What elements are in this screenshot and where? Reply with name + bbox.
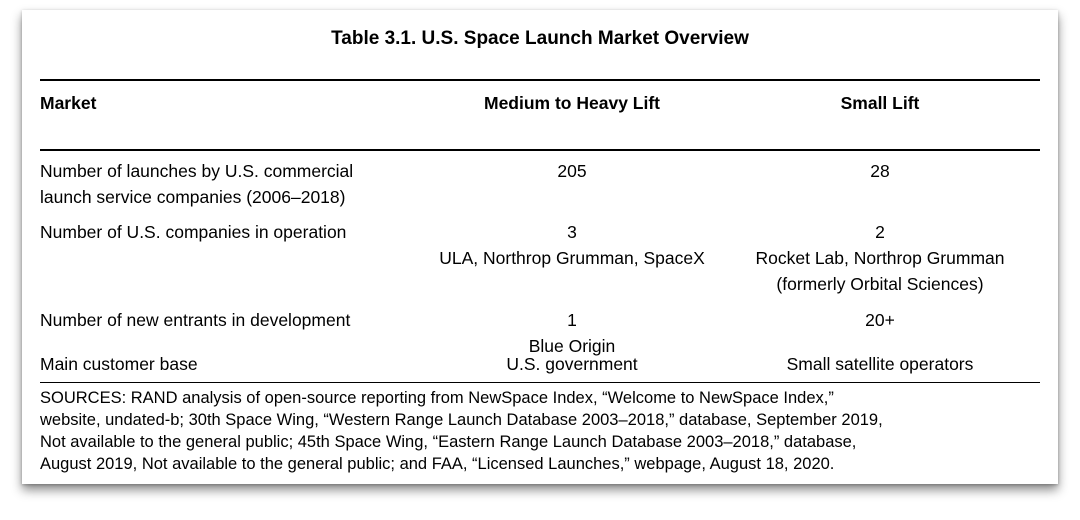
table-cell-line: (formerly Orbital Sciences) xyxy=(776,274,984,294)
sources-rule xyxy=(40,382,1040,383)
table-cell-line: ULA, Northrop Grumman, SpaceX xyxy=(439,248,705,268)
header-medium-heavy-lift: Medium to Heavy Lift xyxy=(484,93,660,113)
row-customer-small xyxy=(730,351,1030,377)
table-cell-line: Main customer base xyxy=(40,354,198,374)
table-title: Table 3.1. U.S. Space Launch Market Overview xyxy=(331,28,749,49)
row-companies-medium-heavy xyxy=(422,219,722,271)
table-cell-line: 1 xyxy=(567,310,577,330)
row-entrants-small xyxy=(730,307,1030,333)
table-cell-line: Number of new entrants in development xyxy=(40,310,351,330)
sources-line: SOURCES: RAND analysis of open-source reporting from NewSpace Index, “Welcome to NewSpace Index,” xyxy=(40,389,834,407)
table-top-rule xyxy=(40,79,1040,81)
table-cell-line: Rocket Lab, Northrop Grumman xyxy=(755,248,1005,268)
table-cell-line: U.S. government xyxy=(506,354,638,374)
row-customer-market xyxy=(40,351,440,377)
row-companies-market xyxy=(40,219,440,245)
sources-note xyxy=(40,387,1050,475)
row-entrants-market xyxy=(40,307,440,333)
row-companies-small xyxy=(730,219,1030,297)
row-launches-small xyxy=(730,158,1030,184)
table-page xyxy=(22,10,1058,484)
row-launches-market xyxy=(40,158,440,210)
table-cell-line: 2 xyxy=(875,222,885,242)
table-cell-line: 205 xyxy=(557,161,587,181)
header-market: Market xyxy=(40,93,97,113)
table-cell-line: Blue Origin xyxy=(528,336,616,356)
header-rule xyxy=(40,149,1040,151)
table-cell-line: 3 xyxy=(567,222,577,242)
row-launches-medium-heavy xyxy=(422,158,722,184)
sources-line: August 2019, Not available to the general public; and FAA, “Licensed Launches,” webpage, August 18, 2020. xyxy=(40,455,835,473)
table-cell-line: Small satellite operators xyxy=(786,354,974,374)
table-cell-line: Number of launches by U.S. commercial xyxy=(40,161,354,181)
table-cell-line: 20+ xyxy=(865,310,895,330)
table-cell-line: launch service companies (2006–2018) xyxy=(40,187,346,207)
header-small-lift: Small Lift xyxy=(840,93,920,113)
table-cell-line: Number of U.S. companies in operation xyxy=(40,222,347,242)
sources-line: website, undated-b; 30th Space Wing, “Western Range Launch Database 2003–2018,” database, September 2019, xyxy=(40,411,883,429)
row-customer-medium-heavy xyxy=(422,351,722,377)
table-cell-line: 28 xyxy=(870,161,890,181)
sources-line: Not available to the general public; 45th Space Wing, “Eastern Range Launch Database 2003–2018,” database, xyxy=(40,433,857,451)
